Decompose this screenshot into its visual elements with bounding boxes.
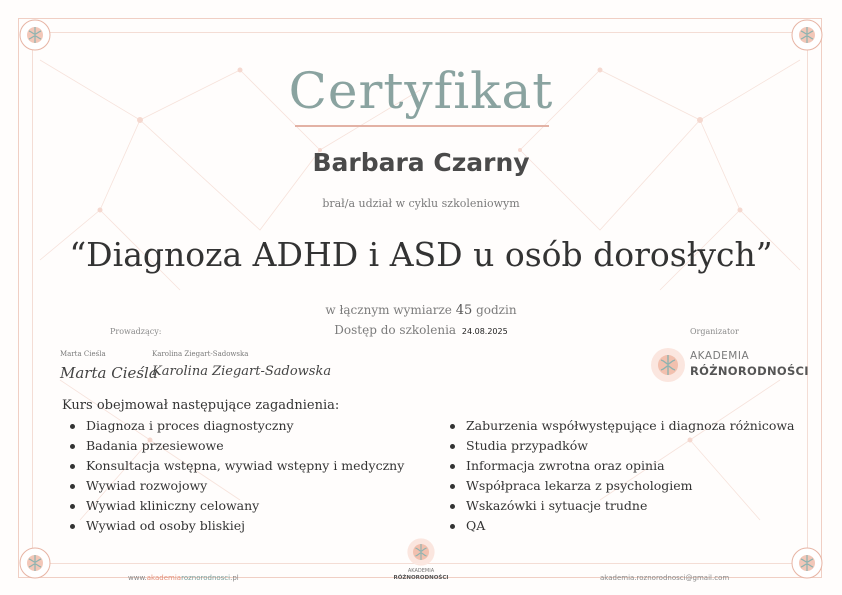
list-item: Diagnoza i proces diagnostyczny [70,416,404,436]
list-item: Wskazówki i sytuacje trudne [450,496,795,516]
list-item: Wywiad rozwojowy [70,476,404,496]
hours-prefix: w łącznym wymiarze [325,303,452,317]
brain-logo-icon [648,345,688,385]
participation-text: brał/a udział w cyklu szkoleniowym [322,197,520,210]
hours-suffix: godzin [476,303,517,317]
list-item: Współpraca lekarza z psychologiem [450,476,795,496]
footer-logo-line2: RÓŻNORODNOŚCI [393,575,449,581]
topics-list-right [450,416,795,536]
instructor-signature: Marta Cieśla [60,364,158,382]
instructor-name: Karolina Ziegart-Sadowska [152,350,249,358]
hours-value: 45 [455,303,473,318]
brain-logo-icon [18,546,52,580]
footer-logo [405,536,437,568]
organizer-logo-line2: RÓŻNORODNOŚCI [690,364,809,378]
instructor-signature: Karolina Ziegart-Sadowska [152,364,332,379]
participant-name: Barbara Czarny [312,148,530,177]
topics-list-left [70,416,404,536]
organizer-logo-line1: AKADEMIA [690,350,750,362]
list-item: Wywiad kliniczny celowany [70,496,404,516]
hours-line [0,303,842,318]
brain-logo-icon [790,18,824,52]
list-item: Wywiad od osoby bliskiej [70,516,404,536]
access-date: 24.08.2025 [461,327,508,336]
footer-logo-line1: AKADEMIA [407,568,435,574]
list-item: Zaburzenia współwystępujące i diagnoza różnicowa [450,416,795,436]
list-item: QA [450,516,795,536]
footer-email[interactable]: akademia.roznorodnosci@gmail.com [600,574,730,582]
list-item: Informacja zwrotna oraz opinia [450,456,795,476]
organizer-label: Organizator [690,327,739,336]
access-label: Dostęp do szkolenia [334,323,457,337]
title-underline [295,125,549,127]
list-item: Badania przesiewowe [70,436,404,456]
topics-heading: Kurs obejmował następujące zagadnienia: [62,398,340,413]
course-title: “Diagnoza ADHD i ASD u osób dorosłych” [69,235,773,274]
organizer-logo [648,345,688,385]
certificate-title: Certyfikat [288,62,554,120]
brain-logo-icon [18,18,52,52]
brain-logo-icon [790,546,824,580]
brain-logo-icon [405,536,437,568]
instructors-label: Prowadzący: [110,327,162,336]
instructor-name: Marta Cieśla [60,350,106,358]
list-item: Studia przypadków [450,436,795,456]
list-item: Konsultacja wstępna, wywiad wstępny i medyczny [70,456,404,476]
footer-website[interactable]: www.akademiaroznorodnosci.pl [128,574,239,582]
